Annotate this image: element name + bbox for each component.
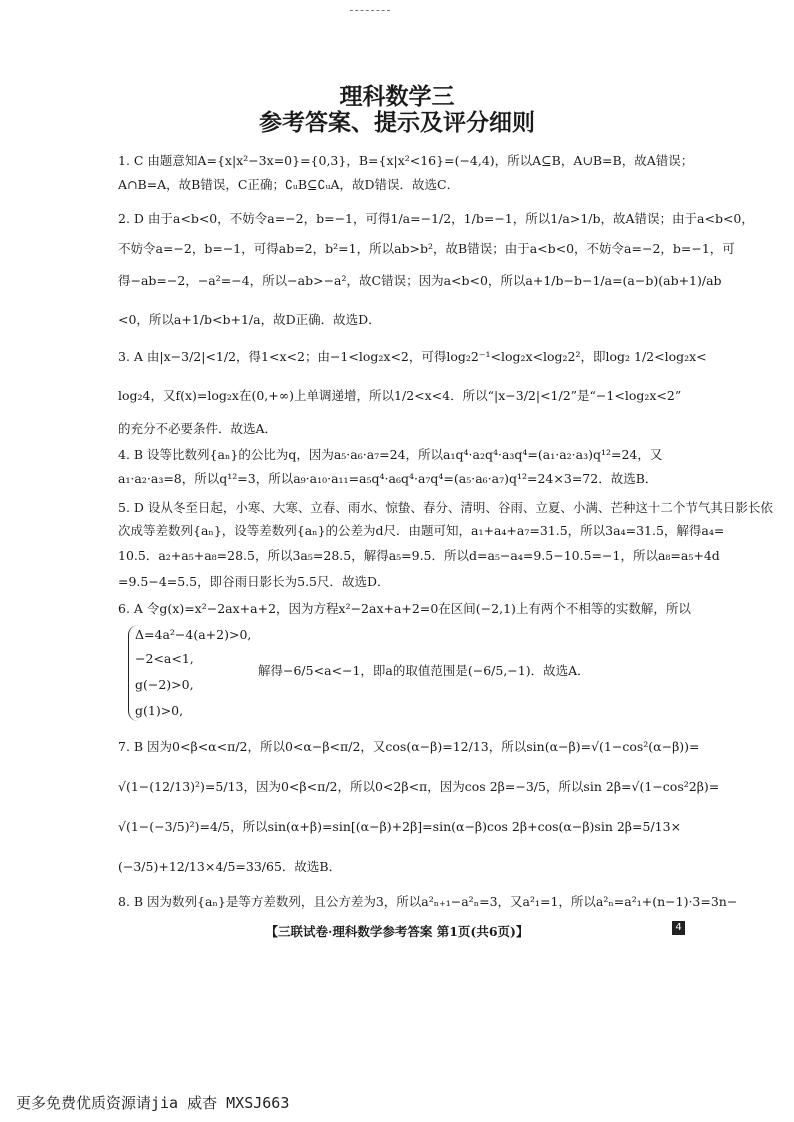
inequality-system	[128, 625, 252, 721]
answer-line: 7. B 因为0<β<α<π/2，所以0<α−β<π/2，又cos(α−β)=12/13，所以sin(α−β)=√(1−cos²(α−β))=	[118, 739, 700, 754]
system-result: 解得−6/5<a<−1，即a的取值范围是(−6/5,−1)．故选A．	[258, 663, 590, 678]
answer-line: 3. A 由|x−3/2|<1/2，得1<x<2；由−1<log₂x<2，可得log₂2⁻¹<log₂x<log₂2²，即log₂ 1/2<log₂x<	[118, 349, 707, 364]
answer-line: √(1−(12/13)²)=5/13，因为0<β<π/2，所以0<2β<π，因为cos 2β=−3/5，所以sin 2β=√(1−cos²2β)=	[118, 779, 720, 794]
system-row: −2<a<1,	[135, 651, 194, 666]
answer-line: 得−ab=−2，−a²=−4，所以−ab>−a²，故C错误；因为a<b<0，所以a+1/b−b−1/a=(a−b)(ab+1)/ab	[118, 273, 722, 288]
answer-line: 5. D 设从冬至日起，小寒、大寒、立春、雨水、惊蛰、春分、清明、谷雨、立夏、小满、芒种这十二个节气其日影长依	[118, 500, 773, 515]
system-row: g(−2)>0,	[135, 677, 194, 692]
system-row: Δ=4a²−4(a+2)>0,	[135, 627, 252, 642]
answer-line: 次成等差数列{aₙ}，设等差数列{aₙ}的公差为d尺．由题可知，a₁+a₄+a₇=31.5，所以3a₄=31.5，解得a₄=	[118, 523, 725, 538]
answer-line: √(1−(−3/5)²)=4/5，所以sin(α+β)=sin[(α−β)+2β]=sin(α−β)cos 2β+cos(α−β)sin 2β=5/13×	[118, 819, 682, 834]
page-subtitle: 参考答案、提示及评分细则	[259, 109, 535, 136]
answer-line: 2. D 由于a<b<0，不妨令a=−2，b=−1，可得1/a=−1/2，1/b=−1，所以1/a>1/b，故A错误；由于a<b<0，	[118, 211, 754, 226]
answer-line: <0，所以a+1/b<b+1/a，故D正确．故选D．	[118, 312, 381, 327]
answer-line: 不妨令a=−2，b=−1，可得ab=2，b²=1，所以ab>b²，故B错误；由于a<b<0，不妨令a=−2，b=−1，可	[118, 241, 735, 256]
answer-line: 10.5．a₂+a₅+a₈=28.5，所以3a₅=28.5，解得a₅=9.5．所以d=a₅−a₄=9.5−10.5=−1，所以a₈=a₅+4d	[118, 548, 720, 563]
page-title: 理科数学三	[339, 83, 455, 110]
answer-line: 6. A 令g(x)=x²−2ax+a+2，因为方程x²−2ax+a+2=0在区间(−2,1)上有两个不相等的实数解，所以	[118, 601, 691, 616]
answer-line: a₁·a₂·a₃=8，所以q¹²=3，所以a₉·a₁₀·a₁₁=a₅q⁴·a₆q⁴·a₇q⁴=(a₅·a₆·a₇)q¹²=24×3=72．故选B．	[118, 471, 658, 486]
answer-line: 4. B 设等比数列{aₙ}的公比为q，因为a₅·a₆·a₇=24，所以a₁q⁴·a₂q⁴·a₃q⁴=(a₁·a₂·a₃)q¹²=24，又	[118, 447, 663, 462]
answer-line: (−3/5)+12/13×4/5=33/65．故选B．	[118, 859, 342, 874]
answer-line: log₂4，又f(x)=log₂x在(0,+∞)上单调递增，所以1/2<x<4．所以“|x−3/2|<1/2”是“−1<log₂x<2”	[118, 388, 682, 403]
top-mark	[350, 10, 390, 11]
page-footer: 【三联试卷·理科数学参考答案 第1页(共6页)】	[265, 924, 529, 939]
answer-line: 1. C 由题意知A={x|x²−3x=0}={0,3}，B={x|x²<16}=(−4,4)，所以A⊆B，A∪B=B，故A错误；	[118, 153, 694, 168]
system-row: g(1)>0,	[135, 703, 184, 718]
answer-line: 8. B 因为数列{aₙ}是等方差数列，且公方差为3，所以a²ₙ₊₁−a²ₙ=3，又a²₁=1，所以a²ₙ=a²₁+(n−1)·3=3n−	[118, 894, 738, 909]
page-badge: 4	[672, 921, 685, 935]
answer-line: 的充分不必要条件．故选A．	[118, 421, 278, 436]
answer-line: A∩B=A，故B错误，C正确；∁ᵤB⊆∁ᵤA，故D错误．故选C．	[118, 177, 460, 192]
answer-line: =9.5−4=5.5，即谷雨日影长为5.5尺．故选D．	[118, 574, 390, 589]
watermark-text: 更多免费优质资源请jia 威杳 MXSJ663	[16, 1094, 290, 1112]
